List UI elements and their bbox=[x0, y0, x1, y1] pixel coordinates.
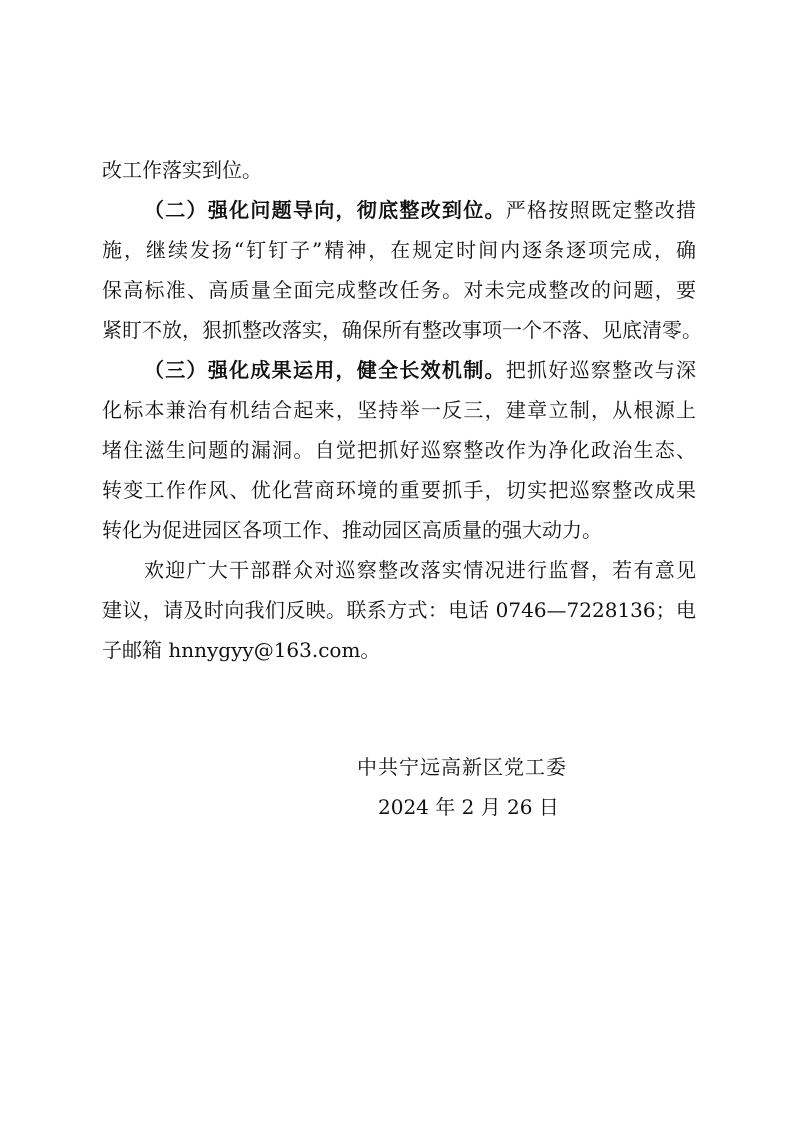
section-heading: （三）强化成果运用，健全长效机制。 bbox=[144, 358, 506, 382]
paragraph-text: 把抓好巡察整改与深 bbox=[505, 358, 697, 382]
paragraph-line bbox=[102, 190, 696, 230]
paragraph-line: 建议，请及时向我们反映。联系方式：电话 0746—7228136；电 bbox=[102, 598, 696, 622]
paragraph-line: 紧盯不放，狠抓整改落实，确保所有整改事项一个不落、见底清零。 bbox=[102, 318, 702, 342]
paragraph-line: 堵住滋生问题的漏洞。自觉把抓好巡察整改作为净化政治生态、 bbox=[102, 438, 696, 462]
paragraph-line bbox=[102, 350, 696, 390]
paragraph-line: 改工作落实到位。 bbox=[102, 158, 262, 182]
section-heading: （二）强化问题导向，彻底整改到位。 bbox=[144, 198, 506, 222]
signature-date: 2024 年 2 月 26 日 bbox=[378, 795, 559, 819]
signature-organization: 中共宁远高新区党工委 bbox=[357, 755, 567, 779]
paragraph-text: 严格按照既定整改措 bbox=[505, 198, 697, 222]
paragraph-line: 转变工作作风、优化营商环境的重要抓手，切实把巡察整改成果 bbox=[102, 478, 696, 502]
paragraph-line: 转化为促进园区各项工作、推动园区高质量的强大动力。 bbox=[102, 518, 602, 542]
paragraph-line: 子邮箱 hnnygyy@163.com。 bbox=[102, 638, 381, 662]
paragraph-line: 化标本兼治有机结合起来，坚持举一反三，建章立制，从根源上 bbox=[102, 398, 696, 422]
paragraph-line: 欢迎广大干部群众对巡察整改落实情况进行监督，若有意见 bbox=[144, 558, 696, 582]
paragraph-line: 施，继续发扬“钉钉子”精神，在规定时间内逐条逐项完成，确 bbox=[102, 238, 696, 262]
document-body bbox=[102, 150, 702, 670]
paragraph-line: 保高标准、高质量全面完成整改任务。对未完成整改的问题，要 bbox=[102, 278, 696, 302]
